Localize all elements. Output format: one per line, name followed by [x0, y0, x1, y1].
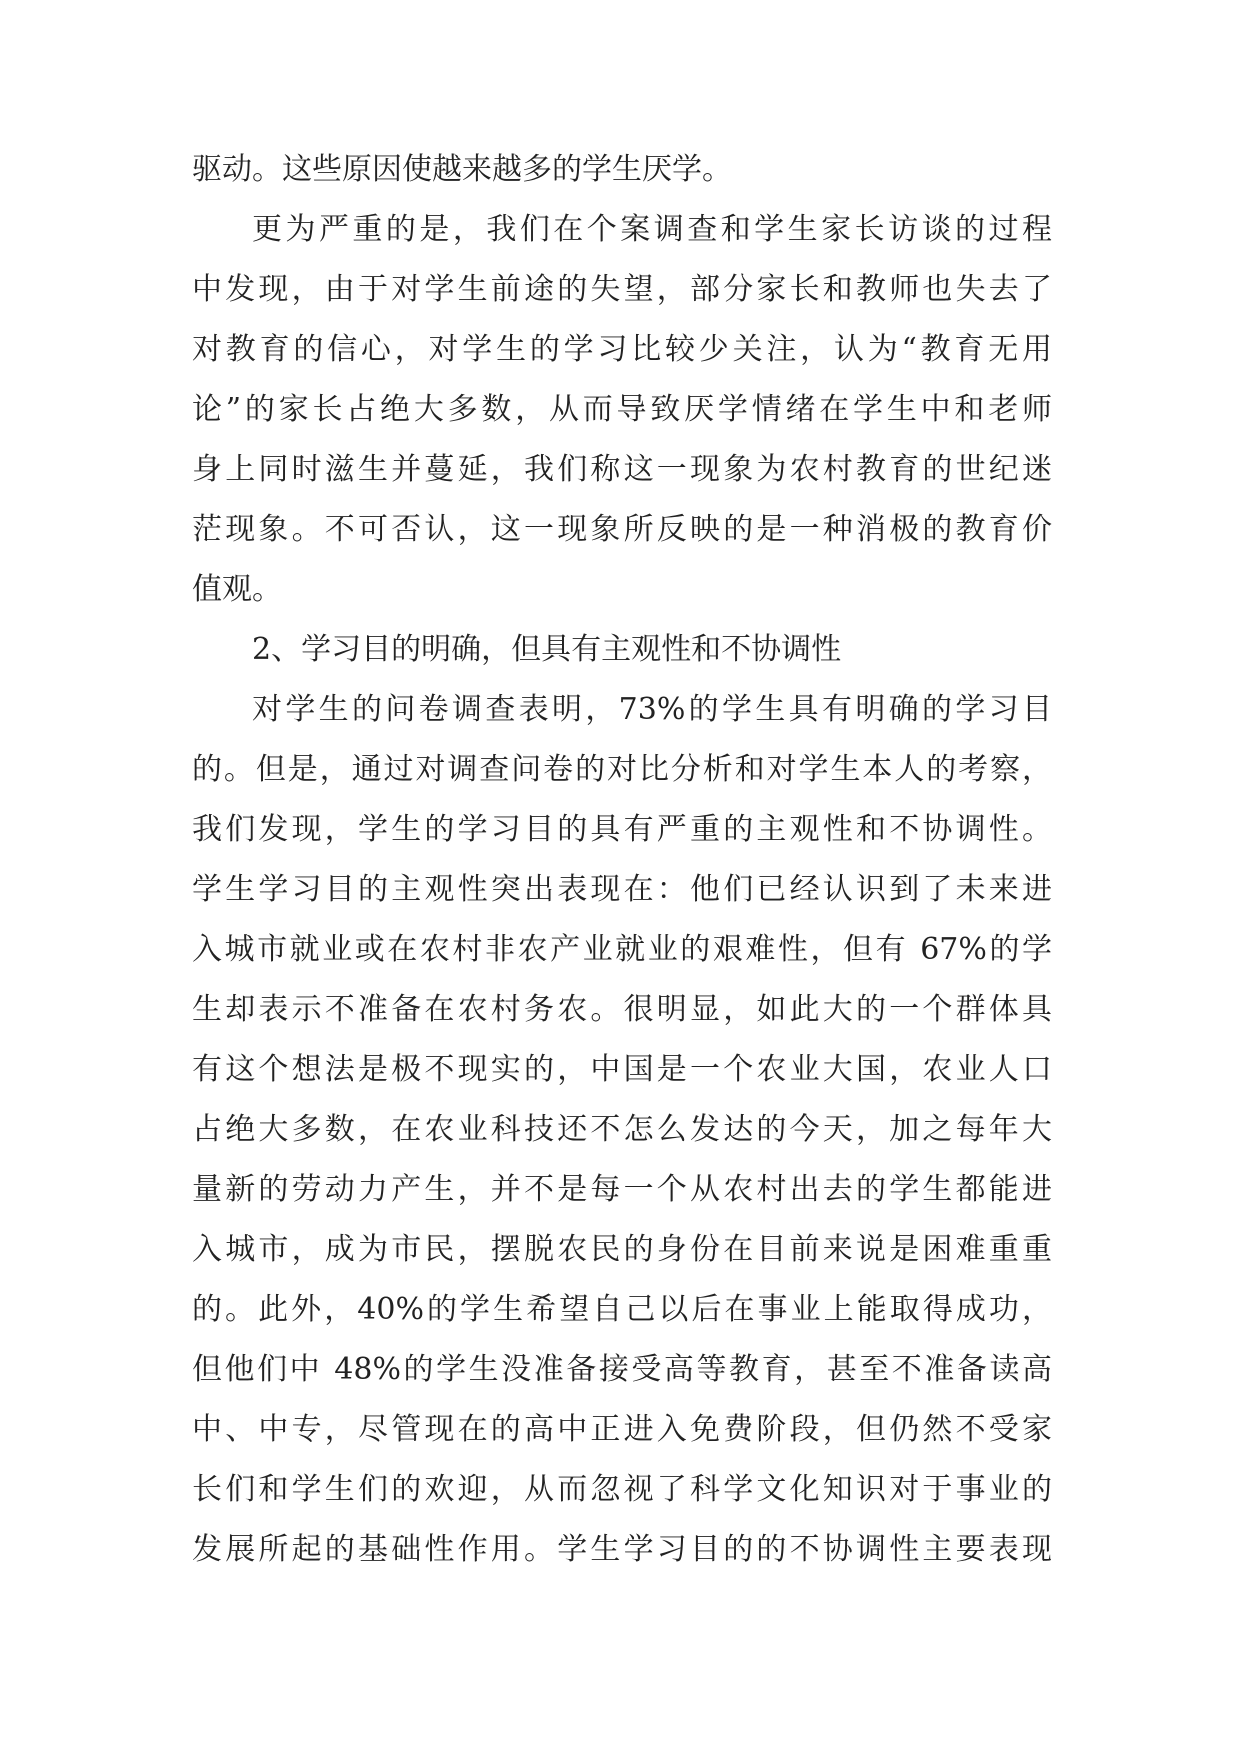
text-line: 长们和学生们的欢迎，从而忽视了科学文化知识对于事业的	[192, 1472, 1052, 1507]
text-line: 我们发现，学生的学习目的具有严重的主观性和不协调性。	[192, 812, 1052, 847]
text-line: 生却表示不准备在农村务农。很明显，如此大的一个群体具	[192, 992, 1052, 1027]
text-line: 值观。	[192, 572, 282, 607]
text-line: 中、中专，尽管现在的高中正进入免费阶段，但仍然不受家	[192, 1412, 1052, 1447]
text-line: 对教育的信心，对学生的学习比较少关注，认为“教育无用	[192, 332, 1052, 367]
text-line: 发展所起的基础性作用。学生学习目的的不协调性主要表现	[192, 1532, 1052, 1567]
text-line: 入城市就业或在农村非农产业就业的艰难性，但有 67%的学	[192, 932, 1052, 967]
text-line: 的。但是，通过对调查问卷的对比分析和对学生本人的考察，	[192, 752, 1052, 787]
text-line: 学生学习目的主观性突出表现在：他们已经认识到了未来进	[192, 872, 1052, 907]
section-heading: 2、学习目的明确，但具有主观性和不协调性	[252, 632, 842, 667]
text-line: 中发现，由于对学生前途的失望，部分家长和教师也失去了	[192, 272, 1052, 307]
text-line: 但他们中 48%的学生没准备接受高等教育，甚至不准备读高	[192, 1352, 1052, 1387]
text-line: 量新的劳动力产生，并不是每一个从农村出去的学生都能进	[192, 1172, 1052, 1207]
paragraph-first-line: 对学生的问卷调查表明，73%的学生具有明确的学习目	[252, 692, 1052, 727]
paragraph-first-line: 更为严重的是，我们在个案调查和学生家长访谈的过程	[252, 212, 1052, 247]
text-line: 的。此外，40%的学生希望自己以后在事业上能取得成功，	[192, 1292, 1052, 1327]
text-line: 茫现象。不可否认，这一现象所反映的是一种消极的教育价	[192, 512, 1052, 547]
text-line: 入城市，成为市民，摆脱农民的身份在目前来说是困难重重	[192, 1232, 1052, 1267]
text-line: 身上同时滋生并蔓延，我们称这一现象为农村教育的世纪迷	[192, 452, 1052, 487]
text-line: 驱动。这些原因使越来越多的学生厌学。	[192, 152, 732, 187]
text-line: 有这个想法是极不现实的，中国是一个农业大国，农业人口	[192, 1052, 1052, 1087]
text-line: 论”的家长占绝大多数，从而导致厌学情绪在学生中和老师	[192, 392, 1052, 427]
text-line: 占绝大多数，在农业科技还不怎么发达的今天，加之每年大	[192, 1112, 1052, 1147]
